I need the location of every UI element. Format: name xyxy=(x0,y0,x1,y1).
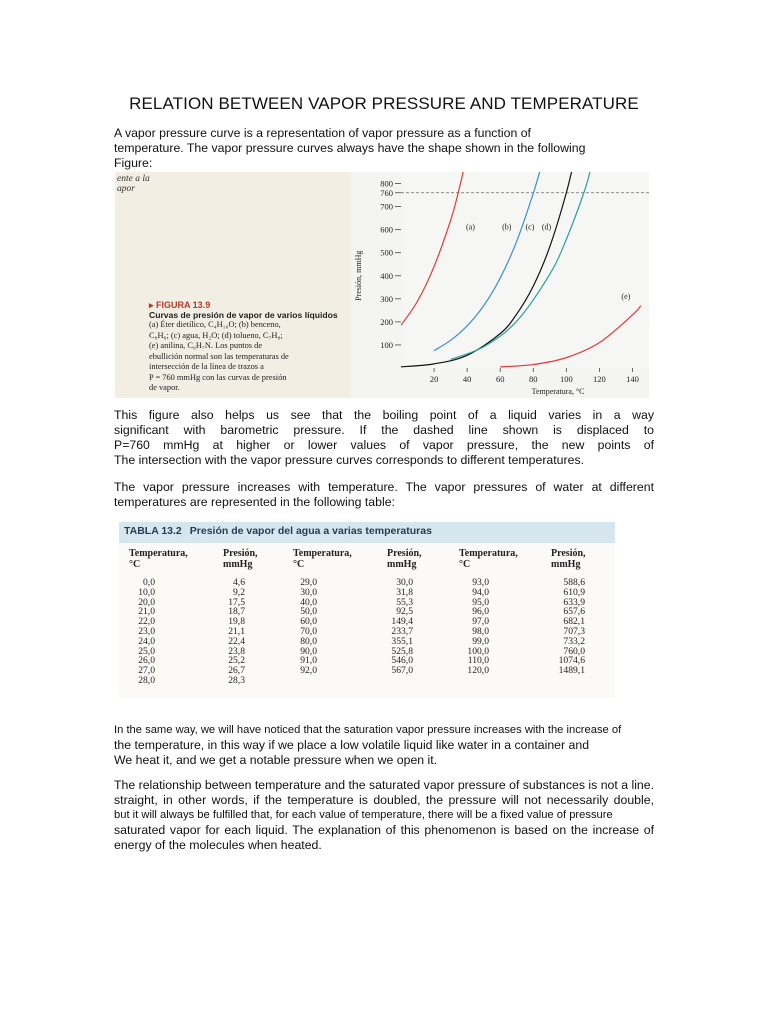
table-header-bar xyxy=(119,522,615,543)
table-cell: 30,0 xyxy=(396,577,413,588)
plot-area xyxy=(401,172,649,368)
text-line: This figure also helps us see that the boiling point of a liquid varies in a way xyxy=(114,408,654,422)
text-line: P=760 mmHg at higher or lower values of vapor pressure, the new points of xyxy=(114,438,654,452)
header-line: Presión, xyxy=(387,548,422,559)
column-header xyxy=(387,548,422,570)
column-header xyxy=(551,548,586,570)
table-column xyxy=(457,578,489,676)
header-line: Temperatura, xyxy=(129,548,188,559)
y-axis-label: Presión, mmHg xyxy=(354,250,363,301)
table-cell: 22,4 xyxy=(228,635,245,647)
x-tick-label: 80 xyxy=(529,374,538,384)
x-tick-label: 120 xyxy=(593,374,606,384)
table-column xyxy=(379,578,413,676)
header-line: mmHg xyxy=(223,559,253,570)
text-line: We heat it, and we get a notable pressure when we open it. xyxy=(114,753,438,767)
table-cell: 55,3 xyxy=(396,596,413,608)
table-cell: 25,0 xyxy=(138,645,155,657)
table-cell: 50,0 xyxy=(300,606,317,618)
text-line: saturated vapor for each liquid. The explanation of this phenomenon is based on the increase of xyxy=(114,823,654,837)
table-cell: 546,0 xyxy=(391,655,413,667)
boiling-point-paragraph xyxy=(114,408,654,468)
table-cell: 525,8 xyxy=(391,645,413,657)
table-cell: 633,9 xyxy=(563,596,585,608)
header-line: °C xyxy=(129,559,141,570)
header-line: mmHg xyxy=(387,559,417,570)
text-line: The vapor pressure increases with temperature. The vapor pressures of water at different xyxy=(114,480,654,494)
table-cell: 20,0 xyxy=(138,596,155,608)
table-cell: 30,0 xyxy=(300,586,317,598)
table-cell: 120,0 xyxy=(467,665,489,677)
table-cell: 610,9 xyxy=(563,586,585,598)
series-label: (b) xyxy=(502,222,512,232)
text-line: straight, in other words, if the temperature is doubled, the pressure will not necessarily double, xyxy=(114,793,654,807)
table-cell: 233,7 xyxy=(391,625,413,637)
table-cell: 21,1 xyxy=(228,625,245,637)
table-title xyxy=(124,525,432,537)
table-cell: 733,2 xyxy=(563,635,585,647)
header-line: Presión, xyxy=(223,548,258,559)
table-cell: 90,0 xyxy=(300,645,317,657)
column-header xyxy=(129,548,188,570)
table-cell: 588,6 xyxy=(563,577,585,588)
y-tick-label: 800 xyxy=(380,178,393,189)
table-column xyxy=(215,578,245,686)
text-line: A vapor pressure curve is a representation of vapor pressure as a function of xyxy=(114,126,531,140)
caption-line: C₆H₆; (c) agua, H₂O; (d) tolueno, C₇H₈; xyxy=(149,330,283,340)
x-tick-label: 40 xyxy=(462,374,472,384)
table-cell: 682,1 xyxy=(563,616,585,628)
table-label: TABLA 13.2 xyxy=(124,525,182,537)
table-cell: 707,3 xyxy=(563,625,585,637)
series-label: (d) xyxy=(541,222,552,232)
table-cell: 100,0 xyxy=(467,645,489,657)
table-cell: 92,0 xyxy=(300,665,317,677)
relationship-paragraph xyxy=(114,778,654,853)
table-cell: 94,0 xyxy=(472,586,489,598)
table-cell: 24,0 xyxy=(138,635,155,647)
figure-caption xyxy=(149,310,345,394)
text-line: significant with barometric pressure. If the dashed line shown is displaced to xyxy=(114,423,654,437)
x-axis-label: Temperatura, °C xyxy=(531,387,585,396)
table-cell: 23,0 xyxy=(138,625,155,637)
table-cell: 25,2 xyxy=(228,655,245,667)
text-line: the temperature, in this way if we place a low volatile liquid like water in a container and xyxy=(114,738,590,752)
vapor-pressure-chart xyxy=(351,172,649,398)
table-cell: 17,5 xyxy=(228,596,245,608)
table-cell: 21,0 xyxy=(138,606,155,618)
saturation-paragraph xyxy=(114,723,654,768)
x-tick-label: 100 xyxy=(559,374,573,384)
caption-line: (a) Éter dietílico, C₄H₁₀O; (b) benceno, xyxy=(149,320,281,329)
corner-line: apor xyxy=(117,184,135,194)
header-line: Temperatura, xyxy=(293,548,352,559)
header-line: °C xyxy=(459,559,471,570)
y-tick-label: 300 xyxy=(380,293,393,304)
table-cell: 28,3 xyxy=(228,674,245,686)
column-header xyxy=(223,548,258,570)
table-cell: 31,8 xyxy=(396,586,413,598)
text-line: temperatures are represented in the following table: xyxy=(114,495,395,509)
table-cell: 70,0 xyxy=(300,625,317,637)
text-line: but it will always be fulfilled that, for each value of temperature, there will be a fixed value of pressure xyxy=(114,809,613,821)
table-cell: 91,0 xyxy=(300,655,317,667)
series-label: (e) xyxy=(621,291,631,301)
text-line: The intersection with the vapor pressure curves corresponds to different temperatures. xyxy=(114,453,585,467)
header-line: °C xyxy=(293,559,305,570)
caption-line: intersección de la línea de trazos a xyxy=(149,362,264,371)
table-cell: 9,2 xyxy=(233,586,245,598)
header-line: Temperatura, xyxy=(459,548,518,559)
y-tick-label: 760 xyxy=(380,187,393,198)
vapor-pressure-figure xyxy=(115,172,649,398)
series-label: (a) xyxy=(465,222,475,232)
y-tick-label: 100 xyxy=(380,339,393,350)
figure-corner-text xyxy=(117,174,150,194)
corner-line: ente a la xyxy=(117,174,150,184)
table-cell: 27,0 xyxy=(138,665,155,677)
table-cell: 29,0 xyxy=(300,577,317,588)
table-cell: 10,0 xyxy=(138,586,155,598)
table-column xyxy=(127,578,155,686)
column-header xyxy=(293,548,352,570)
table-cell: 95,0 xyxy=(472,596,489,608)
text-line: In the same way, we will have noticed that the saturation vapor pressure increases with the increase of xyxy=(114,724,622,736)
text-line: The relationship between temperature and the saturated vapor pressure of substances is not a line. xyxy=(114,778,655,792)
table-cell: 40,0 xyxy=(300,596,317,608)
header-line: mmHg xyxy=(551,559,581,570)
caption-title: Curvas de presión de vapor de varios líquidos xyxy=(149,310,338,320)
chart-panel xyxy=(351,172,649,398)
table-cell: 98,0 xyxy=(472,625,489,637)
table-cell: 80,0 xyxy=(300,635,317,647)
table-cell: 567,0 xyxy=(391,665,413,677)
table-cell: 28,0 xyxy=(138,674,155,686)
header-line: Presión, xyxy=(551,548,586,559)
y-tick-label: 700 xyxy=(380,201,393,212)
text-line: energy of the molecules when heated. xyxy=(114,838,322,852)
table-column xyxy=(545,578,585,676)
table-cell: 19,8 xyxy=(228,616,245,628)
y-tick-label: 200 xyxy=(380,316,393,327)
table-cell: 149,4 xyxy=(391,616,413,628)
table-cell: 97,0 xyxy=(472,616,489,628)
table-cell: 18,7 xyxy=(228,606,245,618)
intro-paragraph xyxy=(114,126,654,171)
table-column xyxy=(289,578,317,676)
text-line: temperature. The vapor pressure curves always have the shape shown in the following xyxy=(114,141,586,155)
table-cell: 92,5 xyxy=(396,606,413,618)
figure-caption-panel xyxy=(115,172,351,398)
table-cell: 355,1 xyxy=(391,635,413,647)
table-cell: 0,0 xyxy=(143,577,155,588)
table-caption: Presión de vapor del agua a varias temperaturas xyxy=(189,525,432,537)
figure-label: ▸ FIGURA 13.9 xyxy=(149,300,211,310)
caption-line: (e) anilina, C₆H₇N. Los puntos de xyxy=(149,341,263,350)
table-cell: 110,0 xyxy=(467,655,489,667)
caption-line: P = 760 mmHg con las curvas de presión xyxy=(149,372,287,382)
vapor-increase-paragraph xyxy=(114,480,654,510)
table-cell: 22,0 xyxy=(138,616,155,628)
table-cell: 93,0 xyxy=(472,577,489,588)
x-tick-label: 140 xyxy=(626,374,639,384)
table-cell: 96,0 xyxy=(472,606,489,618)
table-cell: 60,0 xyxy=(300,616,317,628)
x-tick-label: 60 xyxy=(495,374,505,384)
text-line: Figure: xyxy=(114,156,153,170)
x-tick-label: 20 xyxy=(429,374,439,384)
table-cell: 26,7 xyxy=(228,665,245,677)
table-cell: 1489,1 xyxy=(558,665,585,677)
table-cell: 4,6 xyxy=(233,577,245,588)
table-cell: 657,6 xyxy=(563,606,585,618)
water-vapor-table xyxy=(119,522,615,698)
y-tick-label: 500 xyxy=(380,247,393,258)
column-header xyxy=(459,548,518,570)
page-title: RELATION BETWEEN VAPOR PRESSURE AND TEMPERATURE xyxy=(129,94,639,113)
caption-line: de vapor. xyxy=(149,383,180,392)
series-label: (c) xyxy=(525,222,535,232)
table-cell: 26,0 xyxy=(138,655,155,667)
y-tick-label: 600 xyxy=(380,224,393,235)
y-tick-label: 400 xyxy=(380,270,393,281)
table-cell: 1074,6 xyxy=(558,655,585,667)
table-cell: 760,0 xyxy=(563,645,585,657)
table-cell: 99,0 xyxy=(472,635,489,647)
table-cell: 23,8 xyxy=(228,645,245,657)
caption-line: ebullición normal son las temperaturas de xyxy=(149,351,289,361)
